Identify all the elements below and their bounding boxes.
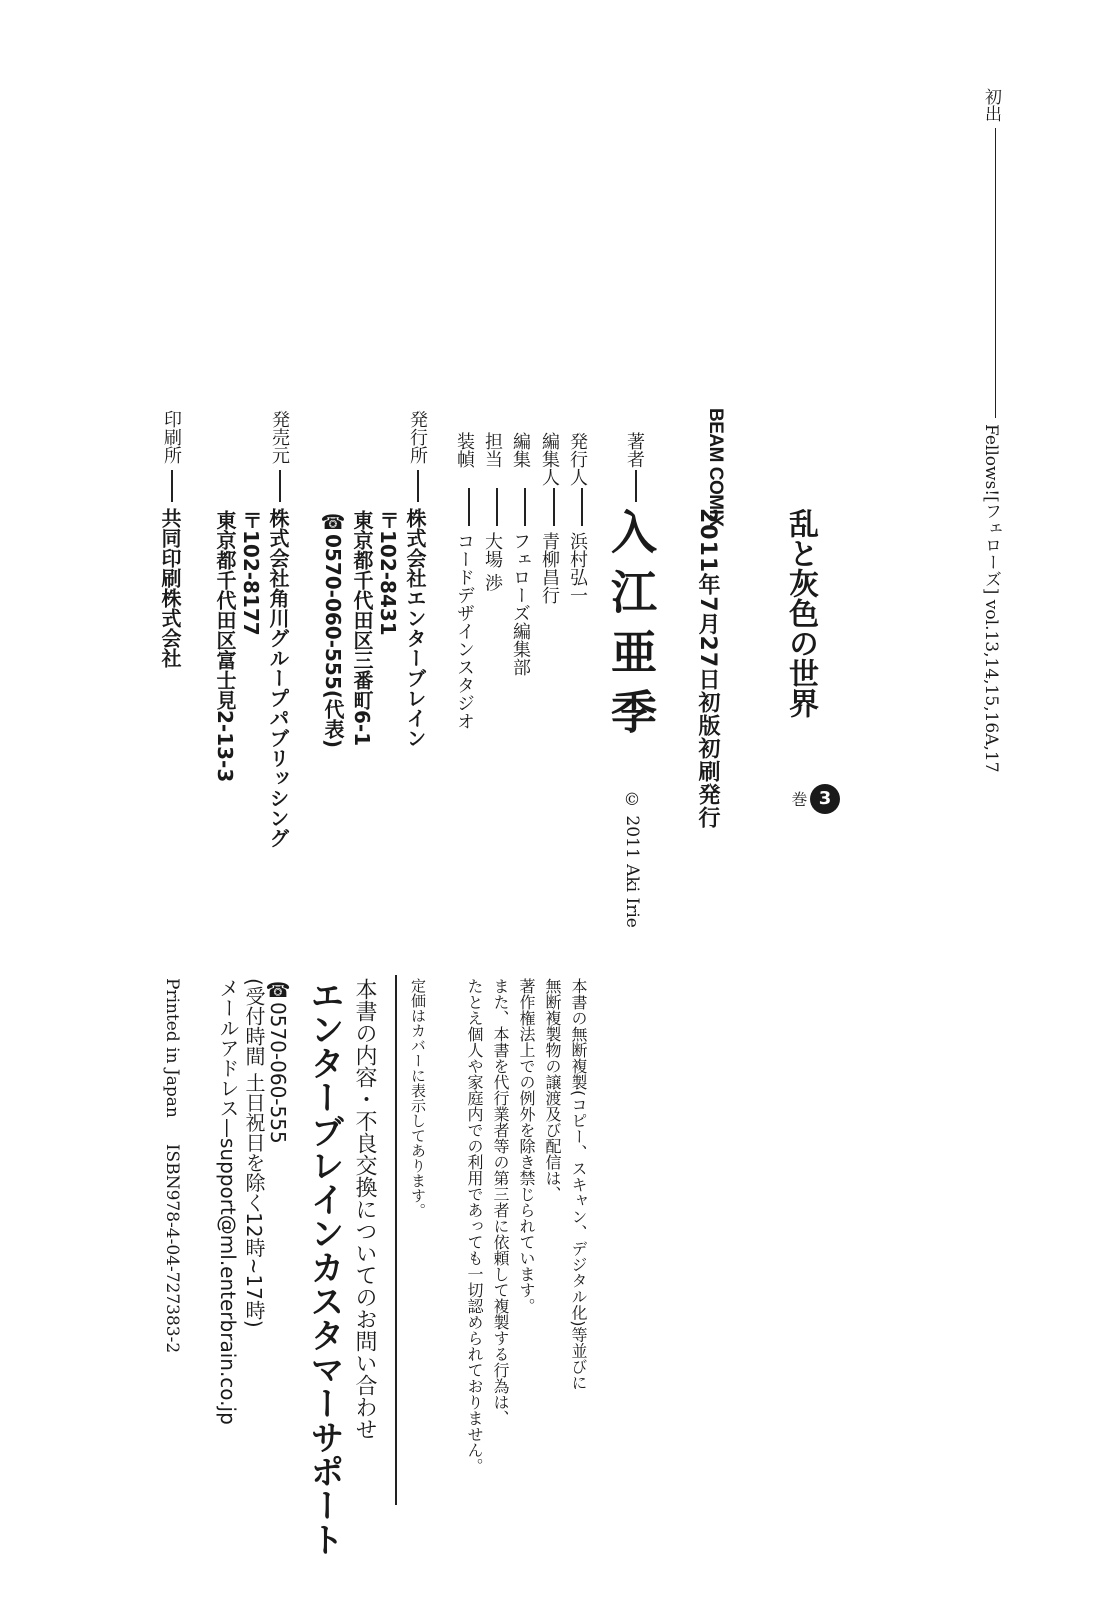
support-intro: 本書の内容・不良交換についてのお問い合わせ [352, 978, 377, 1440]
copyright-notice: © 2011 Aki Irie [622, 790, 642, 928]
source-dash [995, 128, 997, 418]
publisher-label: 発行所 [407, 410, 428, 464]
volume-label: 巻 [789, 791, 808, 807]
copyright-notice-line: また、本書を代行業者等の第三者に依頼して複製する行為は、 [491, 978, 510, 1426]
credit-row [568, 432, 586, 604]
copyright-notice-line: 著作権法上での例外を除き禁じられています。 [517, 978, 536, 1314]
sales-dash [279, 470, 281, 502]
credit-row [455, 432, 473, 730]
author-label: 著者 [624, 432, 645, 468]
publisher-name: 株式会社エンターブレイン [403, 508, 427, 748]
support-hours: (受付時間 土日祝日を除く12時~17時) [242, 978, 266, 1328]
credit-label: 発行人 [567, 432, 588, 486]
credit-dash [524, 488, 526, 526]
source-line [982, 88, 999, 773]
credit-dash [496, 488, 498, 526]
support-name: エンターブレインカスタマーサポート [304, 978, 344, 1556]
source-text: Fellows![フェローズ] vol.13,14,15,16A,17 [981, 424, 1001, 773]
printer-name: 共同印刷株式会社 [158, 508, 182, 668]
credit-dash [468, 488, 470, 526]
sales-address: 東京都千代田区富士見2-13-3 [213, 510, 237, 783]
printer-label: 印刷所 [161, 410, 182, 464]
volume-number: 3 [810, 784, 840, 814]
sales-label: 発売元 [269, 410, 290, 464]
credit-row [483, 432, 501, 592]
credit-value: コードデザインスタジオ [454, 532, 475, 730]
author-dash [635, 470, 637, 502]
copyright-notice-line: たとえ個人や家庭内での利用であっても一切認められておりません。 [465, 978, 484, 1474]
copyright-notice-line: 本書の無断複製(コピー、スキャン、デジタル化)等並びに [569, 978, 588, 1391]
source-label: 初出 [981, 88, 1001, 122]
credit-dash [553, 488, 555, 526]
sales-name: 株式会社角川グループパブリッシング [266, 508, 290, 848]
credit-label: 装幀 [454, 432, 475, 468]
section-divider [395, 975, 397, 1505]
credit-value: 青柳昌行 [539, 532, 560, 604]
author-name: 入江亜季 [604, 508, 658, 748]
volume-badge [790, 784, 840, 814]
book-title: 乱と灰色の世界 [783, 508, 818, 718]
credit-row [511, 432, 529, 676]
price-note: 定価はカバーに表示してあります。 [409, 978, 427, 1218]
publisher-tel: ☎0570-060-555(代表) [321, 510, 345, 749]
credit-row [540, 432, 558, 604]
publisher-zip: 〒102-8431 [376, 510, 400, 636]
credit-label: 担当 [482, 432, 503, 468]
sales-zip: 〒102-8177 [239, 510, 263, 636]
printer-dash [171, 470, 173, 502]
printed-isbn-line [163, 978, 180, 1353]
publisher-address: 東京都千代田区三番町6-1 [350, 510, 374, 747]
credit-value: 浜村弘一 [567, 532, 588, 604]
publisher-dash [417, 470, 419, 502]
credit-dash [581, 488, 583, 526]
credit-label: 編集人 [539, 432, 560, 486]
credit-value: フェローズ編集部 [510, 532, 531, 676]
isbn: ISBN978-4-04-727383-2 [162, 1143, 182, 1354]
credit-label: 編集 [510, 432, 531, 468]
support-email: メールアドレス—support@ml.enterbrain.co.jp [216, 978, 240, 1425]
printed-in: Printed in Japan [162, 978, 182, 1118]
publication-date: 2011年7月27日初版初刷発行 [695, 508, 720, 830]
copyright-notice-line: 無断複製物の譲渡及び配信は、 [543, 978, 562, 1202]
credit-value: 大場 渉 [482, 532, 503, 592]
support-tel: ☎0570-060-555 [266, 978, 290, 1144]
imprint-label: BEAM COMIX [705, 408, 726, 527]
